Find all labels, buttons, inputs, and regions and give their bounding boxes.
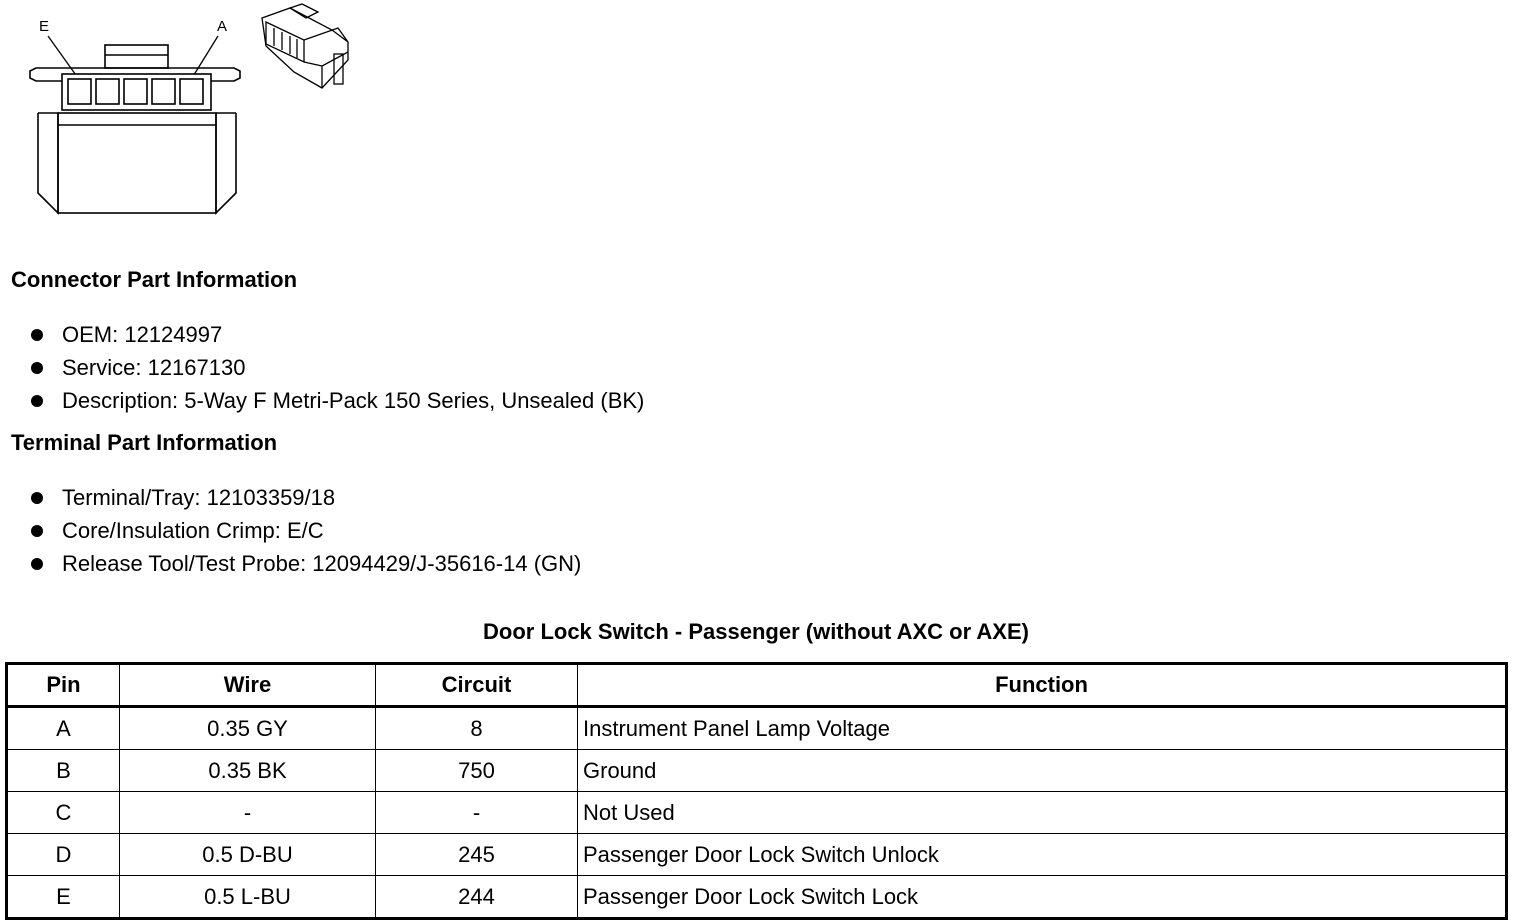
- pin-e-leader: [48, 36, 78, 78]
- cell-pin: D: [7, 834, 120, 876]
- cell-pin: E: [7, 876, 120, 919]
- cell-pin: B: [7, 750, 120, 792]
- header-circuit: Circuit: [376, 664, 578, 707]
- connector-part-heading: Connector Part Information: [11, 267, 298, 292]
- pin-table: [5, 662, 1508, 920]
- header-wire: Wire: [120, 664, 376, 707]
- bullet-icon: [31, 329, 43, 341]
- terminal-part-list: [30, 485, 581, 584]
- cell-circuit: 245: [376, 834, 578, 876]
- table-row: [7, 750, 1507, 792]
- cell-wire: 0.5 L-BU: [120, 876, 376, 919]
- table-title: Door Lock Switch - Passenger (without AXC or AXE): [483, 619, 1029, 644]
- list-item: [30, 322, 644, 355]
- terminal-tray: Terminal/Tray: 12103359/18: [62, 485, 336, 510]
- bullet-icon: [31, 525, 43, 537]
- connector-part-list: [30, 322, 644, 421]
- bullet-icon: [31, 395, 43, 407]
- crimp-info: Core/Insulation Crimp: E/C: [62, 518, 324, 543]
- table-row: [7, 834, 1507, 876]
- bullet-icon: [31, 492, 43, 504]
- release-tool-info: Release Tool/Test Probe: 12094429/J-35616-14 (GN): [62, 551, 582, 576]
- bullet-icon: [31, 558, 43, 570]
- cell-function: Ground: [578, 750, 1507, 792]
- table-row: [7, 792, 1507, 834]
- bullet-icon: [31, 362, 43, 374]
- cell-pin: A: [7, 707, 120, 750]
- cell-wire: 0.35 BK: [120, 750, 376, 792]
- cell-circuit: 8: [376, 707, 578, 750]
- cell-wire: -: [120, 792, 376, 834]
- cell-circuit: 244: [376, 876, 578, 919]
- cell-function: Passenger Door Lock Switch Unlock: [578, 834, 1507, 876]
- table-header-row: [7, 664, 1507, 707]
- terminal-part-heading: Terminal Part Information: [11, 430, 278, 455]
- cell-function: Passenger Door Lock Switch Lock: [578, 876, 1507, 919]
- table-row: [7, 707, 1507, 750]
- connector-face-view: [30, 45, 240, 213]
- cell-wire: 0.5 D-BU: [120, 834, 376, 876]
- list-item: [30, 551, 581, 584]
- list-item: [30, 518, 581, 551]
- header-function: Function: [578, 664, 1507, 707]
- oem-part-number: OEM: 12124997: [62, 322, 223, 347]
- pin-a-leader: [192, 36, 218, 78]
- connector-diagram: [0, 0, 380, 230]
- pin-e-label: E: [39, 18, 50, 35]
- list-item: [30, 485, 581, 518]
- list-item: [30, 388, 644, 421]
- cell-wire: 0.35 GY: [120, 707, 376, 750]
- pin-a-label: A: [217, 18, 228, 35]
- cell-circuit: 750: [376, 750, 578, 792]
- service-part-number: Service: 12167130: [62, 355, 246, 380]
- cell-function: Not Used: [578, 792, 1507, 834]
- connector-iso-view: [262, 4, 348, 88]
- cell-circuit: -: [376, 792, 578, 834]
- header-pin: Pin: [7, 664, 120, 707]
- connector-description: Description: 5-Way F Metri-Pack 150 Series, Unsealed (BK): [62, 388, 645, 413]
- table-row: [7, 876, 1507, 919]
- cell-function: Instrument Panel Lamp Voltage: [578, 707, 1507, 750]
- cell-pin: C: [7, 792, 120, 834]
- list-item: [30, 355, 644, 388]
